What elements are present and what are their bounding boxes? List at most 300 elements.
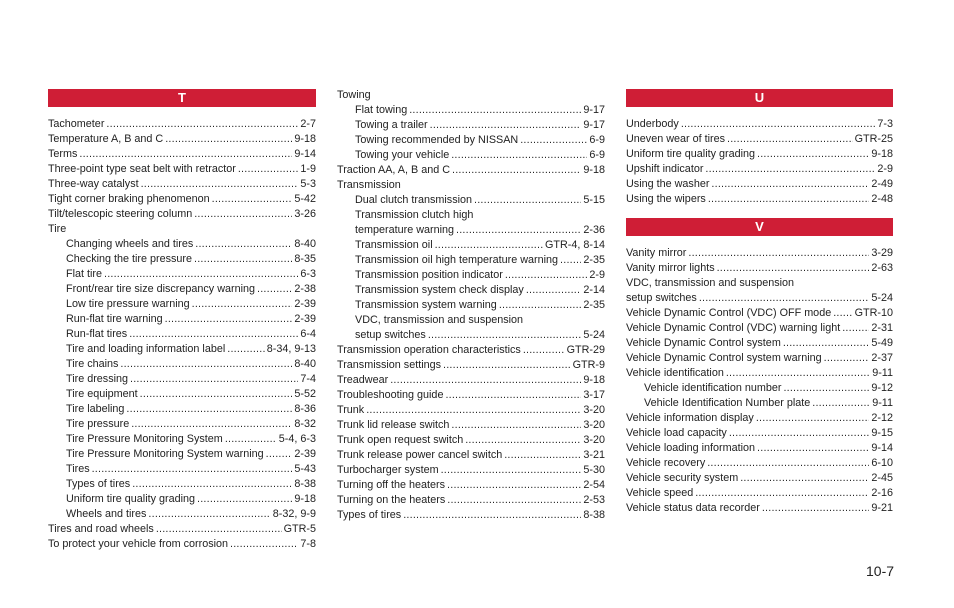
index-entry-term: VDC, transmission and suspension bbox=[626, 277, 795, 289]
dot-leader bbox=[824, 351, 870, 366]
index-entry bbox=[337, 418, 605, 433]
index-entry-term: Underbody bbox=[626, 118, 679, 130]
dot-leader bbox=[729, 426, 870, 441]
index-entry-page: 7-8 bbox=[300, 538, 316, 550]
index-entry-term: Transmission oil bbox=[355, 239, 433, 251]
index-entry-term: Vehicle Dynamic Control (VDC) warning light bbox=[626, 322, 841, 334]
index-entry-term: Towing your vehicle bbox=[355, 149, 450, 161]
index-entry bbox=[626, 246, 893, 261]
dot-leader bbox=[447, 493, 581, 508]
index-entry-page: 9-18 bbox=[583, 374, 605, 386]
index-entry-page: 9-14 bbox=[871, 442, 893, 454]
index-entry-term: Tire bbox=[48, 223, 67, 235]
index-entry-page: 8-36 bbox=[294, 403, 316, 415]
index-entry-page: 9-17 bbox=[583, 104, 605, 116]
index-entry bbox=[48, 312, 316, 327]
index-entry bbox=[48, 297, 316, 312]
index-entry bbox=[48, 462, 316, 477]
index-entry bbox=[48, 132, 316, 147]
dot-leader bbox=[451, 418, 581, 433]
index-entry-term: Tires bbox=[66, 463, 90, 475]
index-entry bbox=[626, 177, 893, 192]
index-entry-term: Turbocharger system bbox=[337, 464, 439, 476]
index-entry-page: GTR-5 bbox=[283, 523, 316, 535]
dot-leader bbox=[238, 162, 299, 177]
index-entry-term: Traction AA, A, B and C bbox=[337, 164, 451, 176]
index-entry bbox=[626, 366, 893, 381]
index-entry-term: Flat tire bbox=[66, 268, 102, 280]
index-entry-term: VDC, transmission and suspension bbox=[355, 314, 524, 326]
index-entry bbox=[48, 177, 316, 192]
index-entry bbox=[337, 328, 605, 343]
dot-leader bbox=[520, 133, 587, 148]
index-entry bbox=[626, 471, 893, 486]
index-entry-page: 2-31 bbox=[871, 322, 893, 334]
index-entry-page: 2-53 bbox=[583, 494, 605, 506]
index-entry bbox=[337, 253, 605, 268]
index-entry bbox=[48, 492, 316, 507]
index-entry bbox=[337, 433, 605, 448]
index-entry bbox=[337, 238, 605, 253]
index-entry bbox=[626, 192, 893, 207]
dot-leader bbox=[445, 388, 581, 403]
index-entry bbox=[626, 381, 893, 396]
index-entry bbox=[48, 327, 316, 342]
index-entry-term: Tight corner braking phenomenon bbox=[48, 193, 210, 205]
index-entry-page: 5-49 bbox=[871, 337, 893, 349]
index-entry bbox=[337, 448, 605, 463]
dot-leader bbox=[681, 117, 876, 132]
index-entry-page: 3-21 bbox=[583, 449, 605, 461]
index-entry bbox=[626, 261, 893, 276]
dot-leader bbox=[194, 252, 292, 267]
index-entry-term: Treadwear bbox=[337, 374, 389, 386]
index-entry-term: Upshift indicator bbox=[626, 163, 704, 175]
index-entry bbox=[337, 178, 605, 193]
dot-leader bbox=[505, 268, 588, 283]
index-entry-page: 3-29 bbox=[871, 247, 893, 259]
index-entry bbox=[48, 417, 316, 432]
dot-leader bbox=[711, 177, 869, 192]
index-entry-page: 2-12 bbox=[871, 412, 893, 424]
index-entry-term: Trunk open request switch bbox=[337, 434, 464, 446]
index-entry bbox=[626, 132, 893, 147]
index-entry-term: Temperature A, B and C bbox=[48, 133, 164, 145]
index-entry bbox=[337, 163, 605, 178]
index-entry-page: 9-18 bbox=[294, 133, 316, 145]
dot-leader bbox=[230, 537, 298, 552]
index-entry-term: Tilt/telescopic steering column bbox=[48, 208, 193, 220]
index-entry-term: Transmission operation characteristics bbox=[337, 344, 521, 356]
index-entry-term: Transmission position indicator bbox=[355, 269, 503, 281]
index-entry bbox=[48, 147, 316, 162]
dot-leader bbox=[104, 267, 298, 282]
index-entry-term: Tire Pressure Monitoring System warning bbox=[66, 448, 264, 460]
dot-leader bbox=[403, 508, 581, 523]
index-entry-term: Vehicle Dynamic Control system bbox=[626, 337, 781, 349]
section-header-t: T bbox=[48, 89, 316, 107]
dot-leader bbox=[148, 507, 270, 522]
dot-leader bbox=[140, 387, 293, 402]
dot-leader bbox=[560, 253, 581, 268]
index-entry-term: Uniform tire quality grading bbox=[626, 148, 756, 160]
index-entry-term: Vehicle status data recorder bbox=[626, 502, 760, 514]
index-entry-page: 2-54 bbox=[583, 479, 605, 491]
dot-leader bbox=[141, 177, 299, 192]
index-entry-term: Dual clutch transmission bbox=[355, 194, 473, 206]
index-entry-term: Checking the tire pressure bbox=[66, 253, 193, 265]
index-entry-term: Troubleshooting guide bbox=[337, 389, 444, 401]
index-entry-term: Transmission bbox=[337, 179, 401, 191]
dot-leader bbox=[79, 147, 292, 162]
index-entry-term: Tire chains bbox=[66, 358, 119, 370]
index-entry bbox=[48, 267, 316, 282]
dot-leader bbox=[225, 432, 277, 447]
index-entry-page: 2-36 bbox=[583, 224, 605, 236]
dot-leader bbox=[194, 207, 292, 222]
index-entry bbox=[337, 478, 605, 493]
dot-leader bbox=[726, 366, 870, 381]
dot-leader bbox=[757, 147, 869, 162]
index-entry-page: 2-16 bbox=[871, 487, 893, 499]
index-entry-page: 3-26 bbox=[294, 208, 316, 220]
dot-leader bbox=[727, 132, 853, 147]
index-entry bbox=[337, 358, 605, 373]
index-entry bbox=[337, 508, 605, 523]
index-entry bbox=[626, 162, 893, 177]
index-entry bbox=[626, 291, 893, 306]
dot-leader bbox=[526, 283, 582, 298]
dot-leader bbox=[833, 306, 852, 321]
index-entry-page: 6-10 bbox=[871, 457, 893, 469]
index-entry-term: Turning on the heaters bbox=[337, 494, 446, 506]
dot-leader bbox=[68, 222, 314, 237]
index-entry-page: 8-32, 9-9 bbox=[272, 508, 316, 520]
index-entry-term: Tire dressing bbox=[66, 373, 129, 385]
index-entry-page: 3-20 bbox=[583, 419, 605, 431]
dot-leader bbox=[212, 192, 293, 207]
index-entry-term: Towing a trailer bbox=[355, 119, 428, 131]
index-entry-page: 5-24 bbox=[871, 292, 893, 304]
index-entry-term: setup switches bbox=[355, 329, 426, 341]
index-entry bbox=[48, 117, 316, 132]
index-entry bbox=[337, 193, 605, 208]
index-entry-page: 9-11 bbox=[872, 367, 893, 379]
dot-leader bbox=[688, 246, 869, 261]
index-entry bbox=[337, 118, 605, 133]
index-entry-term: Flat towing bbox=[355, 104, 408, 116]
dot-leader bbox=[441, 463, 582, 478]
dot-leader bbox=[257, 282, 292, 297]
index-entry-term: Run-flat tires bbox=[66, 328, 128, 340]
index-entry bbox=[48, 402, 316, 417]
dot-leader bbox=[403, 178, 603, 193]
index-entry-term: Types of tires bbox=[337, 509, 402, 521]
dot-leader bbox=[443, 358, 571, 373]
dot-leader bbox=[165, 132, 292, 147]
index-entry-page: 6-3 bbox=[300, 268, 316, 280]
index-entry-page: 2-37 bbox=[871, 352, 893, 364]
index-entry bbox=[337, 103, 605, 118]
index-entry bbox=[626, 117, 893, 132]
index-entry bbox=[626, 147, 893, 162]
index-entry-term: Uneven wear of tires bbox=[626, 133, 726, 145]
dot-leader bbox=[390, 373, 581, 388]
index-entry-term: Three-way catalyst bbox=[48, 178, 139, 190]
index-entry-term: Terms bbox=[48, 148, 78, 160]
dot-leader bbox=[197, 492, 292, 507]
index-entry-page: 9-12 bbox=[871, 382, 893, 394]
index-entry-page: 5-42 bbox=[294, 193, 316, 205]
index-entry-term: Vehicle Dynamic Control (VDC) OFF mode bbox=[626, 307, 832, 319]
index-entry-term: Trunk release power cancel switch bbox=[337, 449, 503, 461]
section-header-u: U bbox=[626, 89, 893, 107]
index-entry bbox=[48, 432, 316, 447]
index-entry-page: 2-45 bbox=[871, 472, 893, 484]
index-entry-page: 2-48 bbox=[871, 193, 893, 205]
index-entry bbox=[48, 162, 316, 177]
index-entry-page: 2-35 bbox=[583, 299, 605, 311]
page-number: 10-7 bbox=[866, 563, 895, 579]
dot-leader bbox=[756, 411, 870, 426]
index-entry-page: 9-15 bbox=[871, 427, 893, 439]
dot-leader bbox=[757, 441, 869, 456]
dot-leader bbox=[762, 501, 870, 516]
index-entry-term: Vehicle identification number bbox=[644, 382, 782, 394]
dot-leader bbox=[452, 163, 581, 178]
dot-leader bbox=[525, 313, 603, 328]
index-entry-page: 5-24 bbox=[583, 329, 605, 341]
dot-leader bbox=[129, 327, 298, 342]
index-entry bbox=[48, 522, 316, 537]
index-entry bbox=[48, 537, 316, 552]
index-entry-page: 8-34, 9-13 bbox=[266, 343, 316, 355]
index-entry-page: 3-17 bbox=[583, 389, 605, 401]
index-entry-page: 9-18 bbox=[871, 148, 893, 160]
index-entry-term: Transmission clutch high bbox=[355, 209, 474, 221]
index-entry-page: 2-49 bbox=[871, 178, 893, 190]
index-entry-term: Vehicle identification bbox=[626, 367, 724, 379]
index-entry bbox=[48, 222, 316, 237]
index-entry-term: Tire equipment bbox=[66, 388, 138, 400]
dot-leader bbox=[195, 237, 292, 252]
dot-leader bbox=[165, 312, 293, 327]
index-entry bbox=[337, 343, 605, 358]
index-entry-page: 9-21 bbox=[871, 502, 893, 514]
index-entry bbox=[337, 373, 605, 388]
index-entry-term: Types of tires bbox=[66, 478, 131, 490]
index-entry-term: temperature warning bbox=[355, 224, 455, 236]
index-entry bbox=[337, 208, 605, 223]
dot-leader bbox=[708, 192, 870, 207]
index-entry bbox=[626, 501, 893, 516]
index-entry bbox=[626, 441, 893, 456]
index-entry bbox=[337, 268, 605, 283]
index-entry-term: Vanity mirror bbox=[626, 247, 687, 259]
index-entry bbox=[337, 133, 605, 148]
index-entry-term: Transmission settings bbox=[337, 359, 442, 371]
index-entry-page: 1-9 bbox=[300, 163, 316, 175]
index-entry bbox=[626, 321, 893, 336]
dot-leader bbox=[447, 478, 581, 493]
dot-leader bbox=[131, 417, 292, 432]
index-entry-term: Vehicle Dynamic Control system warning bbox=[626, 352, 822, 364]
index-entry-term: Towing recommended by NISSAN bbox=[355, 134, 519, 146]
index-entry-term: Tire labeling bbox=[66, 403, 125, 415]
index-entry-page: 5-3 bbox=[300, 178, 316, 190]
index-entry-page: 5-52 bbox=[294, 388, 316, 400]
index-entry-page: 5-43 bbox=[294, 463, 316, 475]
index-entry-page: 5-4, 6-3 bbox=[278, 433, 316, 445]
dot-leader bbox=[523, 343, 565, 358]
index-entry-page: 7-3 bbox=[877, 118, 893, 130]
index-entry-page: 2-7 bbox=[300, 118, 316, 130]
index-entry bbox=[626, 411, 893, 426]
dot-leader bbox=[366, 403, 581, 418]
dot-leader bbox=[812, 396, 870, 411]
index-entry bbox=[337, 403, 605, 418]
index-entry-term: Wheels and tires bbox=[66, 508, 147, 520]
index-entry-page: 8-40 bbox=[294, 238, 316, 250]
dot-leader bbox=[373, 88, 603, 103]
index-entry-term: Transmission system warning bbox=[355, 299, 497, 311]
index-entry bbox=[626, 276, 893, 291]
index-entry-page: 2-38 bbox=[294, 283, 316, 295]
index-entry-page: 2-39 bbox=[294, 298, 316, 310]
index-entry-term: Front/rear tire size discrepancy warning bbox=[66, 283, 256, 295]
index-entry-term: Vehicle loading information bbox=[626, 442, 756, 454]
index-entry-term: Changing wheels and tires bbox=[66, 238, 194, 250]
index-entry-term: setup switches bbox=[626, 292, 697, 304]
index-entry-page: GTR-25 bbox=[854, 133, 893, 145]
index-entry bbox=[48, 357, 316, 372]
index-entry bbox=[337, 493, 605, 508]
index-entry bbox=[337, 298, 605, 313]
index-entry-page: GTR-9 bbox=[572, 359, 605, 371]
dot-leader bbox=[474, 193, 581, 208]
dot-leader bbox=[409, 103, 581, 118]
dot-leader bbox=[842, 321, 869, 336]
index-entry bbox=[48, 207, 316, 222]
dot-leader bbox=[475, 208, 603, 223]
index-entry bbox=[48, 447, 316, 462]
index-entry-page: 9-18 bbox=[294, 493, 316, 505]
dot-leader bbox=[227, 342, 265, 357]
dot-leader bbox=[456, 223, 581, 238]
index-entry bbox=[48, 477, 316, 492]
dot-leader bbox=[92, 462, 293, 477]
index-entry bbox=[48, 282, 316, 297]
index-entry-term: Tires and road wheels bbox=[48, 523, 154, 535]
index-entry bbox=[337, 148, 605, 163]
index-entry-page: GTR-4, 8-14 bbox=[545, 239, 605, 251]
index-entry-term: Run-flat tire warning bbox=[66, 313, 163, 325]
dot-leader bbox=[740, 471, 869, 486]
index-entry-page: 8-32 bbox=[294, 418, 316, 430]
index-entry-page: 6-4 bbox=[300, 328, 316, 340]
index-entry-term: Tire pressure bbox=[66, 418, 130, 430]
index-entry-page: 3-20 bbox=[583, 404, 605, 416]
dot-leader bbox=[695, 486, 869, 501]
index-entry-term: Trunk lid release switch bbox=[337, 419, 450, 431]
dot-leader bbox=[783, 336, 870, 351]
index-entry-page: 3-20 bbox=[583, 434, 605, 446]
index-entry bbox=[626, 426, 893, 441]
index-entry-term: Tachometer bbox=[48, 118, 105, 130]
index-entry-term: Tire and loading information label bbox=[66, 343, 226, 355]
dot-leader bbox=[428, 328, 582, 343]
dot-leader bbox=[435, 238, 543, 253]
index-entry-term: Towing bbox=[337, 89, 371, 101]
index-entry-term: Turning off the heaters bbox=[337, 479, 446, 491]
index-entry-term: Trunk bbox=[337, 404, 365, 416]
index-entry-term: Low tire pressure warning bbox=[66, 298, 190, 310]
index-entry bbox=[48, 372, 316, 387]
index-entry-page: 6-9 bbox=[589, 149, 605, 161]
index-entry bbox=[337, 313, 605, 328]
dot-leader bbox=[783, 381, 869, 396]
index-entry bbox=[626, 336, 893, 351]
index-entry bbox=[337, 88, 605, 103]
dot-leader bbox=[126, 402, 292, 417]
index-entry-page: 2-39 bbox=[294, 448, 316, 460]
index-entry bbox=[48, 387, 316, 402]
dot-leader bbox=[130, 372, 298, 387]
index-entry bbox=[48, 342, 316, 357]
index-entry-page: 6-9 bbox=[589, 134, 605, 146]
index-entry bbox=[626, 486, 893, 501]
index-entry-term: Tire Pressure Monitoring System bbox=[66, 433, 223, 445]
index-entry-term: Using the washer bbox=[626, 178, 710, 190]
index-entry-term: Vehicle information display bbox=[626, 412, 754, 424]
dot-leader bbox=[699, 291, 870, 306]
dot-leader bbox=[120, 357, 292, 372]
dot-leader bbox=[192, 297, 293, 312]
index-entry bbox=[48, 507, 316, 522]
index-entry bbox=[48, 192, 316, 207]
dot-leader bbox=[451, 148, 587, 163]
index-entry-term: Vehicle recovery bbox=[626, 457, 706, 469]
index-entry bbox=[626, 306, 893, 321]
dot-leader bbox=[266, 447, 293, 462]
index-entry-page: 9-18 bbox=[583, 164, 605, 176]
index-entry bbox=[626, 396, 893, 411]
index-entry bbox=[626, 351, 893, 366]
index-entry-term: Transmission system check display bbox=[355, 284, 524, 296]
index-entry-page: 8-38 bbox=[583, 509, 605, 521]
index-entry-page: 8-38 bbox=[294, 478, 316, 490]
index-entry bbox=[337, 223, 605, 238]
index-entry-page: 2-14 bbox=[583, 284, 605, 296]
dot-leader bbox=[465, 433, 581, 448]
index-entry bbox=[337, 463, 605, 478]
index-entry bbox=[48, 237, 316, 252]
index-entry-page: 2-9 bbox=[589, 269, 605, 281]
index-entry-page: GTR-10 bbox=[854, 307, 893, 319]
index-entry-page: 5-15 bbox=[583, 194, 605, 206]
dot-leader bbox=[705, 162, 875, 177]
dot-leader bbox=[707, 456, 869, 471]
dot-leader bbox=[717, 261, 870, 276]
dot-leader bbox=[106, 117, 298, 132]
index-entry-page: 8-40 bbox=[294, 358, 316, 370]
index-entry-page: 2-63 bbox=[871, 262, 893, 274]
dot-leader bbox=[499, 298, 582, 313]
index-entry-term: Vehicle load capacity bbox=[626, 427, 727, 439]
index-entry-page: 9-11 bbox=[872, 397, 893, 409]
index-entry bbox=[337, 283, 605, 298]
dot-leader bbox=[156, 522, 282, 537]
